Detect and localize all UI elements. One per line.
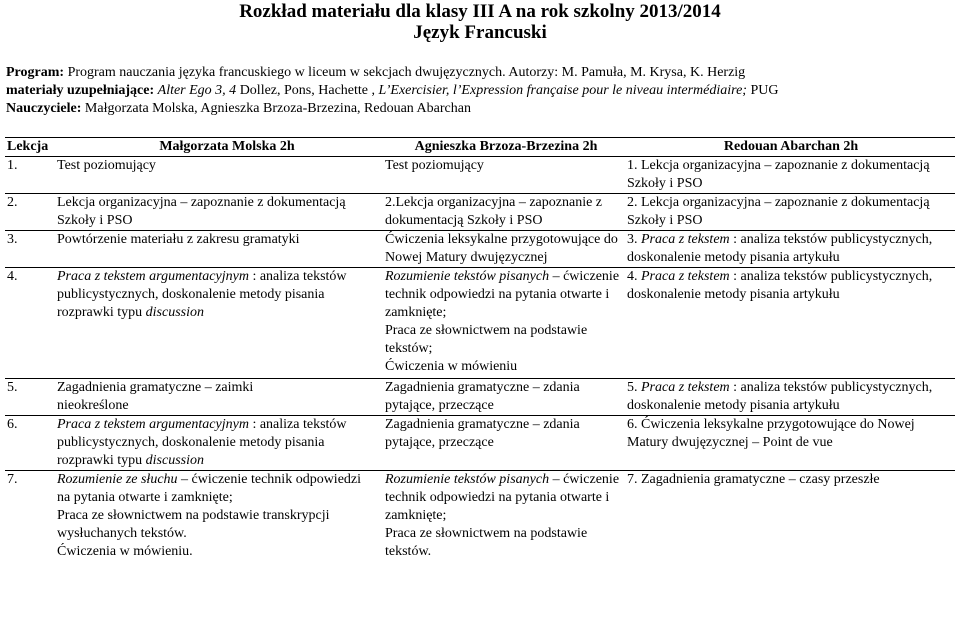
lesson-number: 4. [7, 269, 18, 284]
molska-topic [57, 471, 385, 561]
header-brzoza: Agnieszka Brzoza-Brzezina 2h [385, 138, 627, 157]
molska-rest: – ćwiczenie technik odpowiedzi na pytania otwarte i zamknięte; [57, 472, 362, 505]
brzoza-rest: – ćwiczenie technik odpowiedzi na pytania otwarte i zamknięte; [385, 269, 620, 320]
brzoza-line2: Praca ze słownictwem na podstawie tekstów. [385, 526, 588, 559]
teachers-line [6, 100, 956, 118]
brzoza-topic: Zagadnienia gramatyczne – zdania pytające, przeczące [385, 416, 627, 471]
abarchan-topic [627, 231, 955, 268]
abarchan-topic: 6. Ćwiczenia leksykalne przygotowujące do Nowej Matury dwujęzycznej – Point de vue [627, 416, 955, 471]
molska-topic: Zagadnienia gramatyczne – zaimki nieokreślone [57, 380, 254, 413]
header-abarchan: Redouan Abarchan 2h [627, 138, 955, 157]
brzoza-emphasis: Rozumienie tekstów pisanych [385, 269, 550, 284]
abarchan-prefix: 5. [627, 380, 638, 395]
abarchan-emphasis: Praca z tekstem [641, 380, 730, 395]
molska-topic [57, 416, 385, 470]
abarchan-prefix: 4. [627, 269, 638, 284]
page-title: Rozkład materiału dla klasy III A na rok szkolny 2013/2014 [239, 1, 721, 22]
table-row [5, 471, 955, 562]
page-subtitle: Język Francuski [413, 22, 547, 43]
materials-exercisier: L’Exercisier, l’Expression française pour le niveau intermédiaire; [378, 83, 747, 98]
brzoza-topic: Zagadnienia gramatyczne – zdania pytające, przeczące [385, 379, 627, 416]
molska-topic [57, 268, 385, 322]
abarchan-topic: 1. Lekcja organizacyjna – zapoznanie z dokumentacją Szkoły i PSO [627, 157, 955, 194]
brzoza-emphasis: Rozumienie tekstów pisanych [385, 472, 550, 487]
brzoza-line2: Praca ze słownictwem na podstawie tekstów; [385, 323, 588, 356]
lesson-number: 2. [7, 195, 18, 210]
molska-topic: Test poziomujący [57, 158, 156, 173]
brzoza-topic: Ćwiczenia leksykalne przygotowujące do Nowej Matury dwujęzycznej [385, 231, 627, 268]
abarchan-rest: : analiza tekstów publicystycznych, doskonalenie metody pisania artykułu [627, 232, 933, 265]
table-header-row [5, 138, 955, 157]
molska-emphasis: Rozumienie ze słuchu [57, 472, 178, 487]
teachers-text: Małgorzata Molska, Agnieszka Brzoza-Brzezina, Redouan Abarchan [84, 101, 471, 116]
molska-topic: Lekcja organizacyjna – zapoznanie z dokumentacją Szkoły i PSO [57, 195, 346, 228]
brzoza-topic: Test poziomujący [385, 157, 627, 194]
table-row [5, 157, 955, 194]
teachers-label: Nauczyciele: [6, 101, 82, 116]
abarchan-topic [627, 268, 955, 379]
brzoza-topic [385, 268, 627, 379]
header-molska: Małgorzata Molska 2h [69, 138, 385, 157]
molska-emphasis: Praca z tekstem argumentacyjnym [57, 417, 249, 432]
brzoza-rest: – ćwiczenie technik odpowiedzi na pytania otwarte i zamknięte; [385, 472, 620, 523]
program-text: Program nauczania języka francuskiego w liceum w sekcjach dwujęzycznych. Autorzy: M. Pamuła, M. Krysa, K. Herzig [67, 65, 746, 80]
lesson-number: 5. [7, 380, 18, 395]
molska-rest: : analiza tekstów publicystycznych, doskonalenie metody pisania rozprawki typu [57, 417, 347, 468]
table-row [5, 194, 955, 231]
molska-emphasis-discussion: discussion [145, 453, 204, 468]
materials-book: Alter Ego 3, 4 [157, 83, 237, 98]
materials-label: materiały uzupełniające: [6, 83, 155, 98]
table-row [5, 379, 955, 416]
brzoza-line3: Ćwiczenia w mówieniu [385, 359, 518, 374]
molska-line3: Ćwiczenia w mówieniu. [57, 544, 193, 559]
abarchan-emphasis: Praca z tekstem [641, 269, 730, 284]
program-line [6, 64, 956, 82]
table-row [5, 231, 955, 268]
table-row [5, 268, 955, 379]
abarchan-topic: 7. Zagadnienia gramatyczne – czasy przeszłe [627, 472, 880, 487]
molska-emphasis-discussion: discussion [145, 305, 204, 320]
molska-line2: Praca ze słownictwem na podstawie transkrypcji wysłuchanych tekstów. [57, 508, 330, 541]
lesson-number: 6. [7, 417, 18, 432]
molska-rest: : analiza tekstów publicystycznych, doskonalenie metody pisania rozprawki typu [57, 269, 347, 320]
abarchan-prefix: 3. [627, 232, 638, 247]
table-row [5, 416, 955, 471]
abarchan-rest: : analiza tekstów publicystycznych, doskonalenie metody pisania artykułu [627, 269, 933, 302]
molska-emphasis: Praca z tekstem argumentacyjnym [57, 269, 249, 284]
lesson-plan-table [5, 137, 955, 561]
brzoza-topic: 2.Lekcja organizacyjna – zapoznanie z dokumentacją Szkoły i PSO [385, 194, 627, 231]
program-label: Program: [6, 65, 65, 80]
abarchan-topic: 2. Lekcja organizacyjna – zapoznanie z dokumentacją Szkoły i PSO [627, 194, 955, 231]
abarchan-emphasis: Praca z tekstem [641, 232, 730, 247]
header-lesson: Lekcja [5, 138, 69, 157]
lesson-number: 7. [7, 472, 18, 487]
materials-pug: PUG [750, 83, 779, 98]
lesson-number: 3. [7, 232, 18, 247]
lesson-number: 1. [7, 158, 18, 173]
materials-publisher: Dollez, Pons, Hachette , [239, 83, 375, 98]
materials-line [6, 82, 956, 100]
abarchan-rest: : analiza tekstów publicystycznych, doskonalenie metody pisania artykułu [627, 380, 933, 413]
abarchan-topic [627, 379, 955, 416]
molska-topic: Powtórzenie materiału z zakresu gramatyki [57, 232, 300, 247]
brzoza-topic [385, 471, 627, 562]
